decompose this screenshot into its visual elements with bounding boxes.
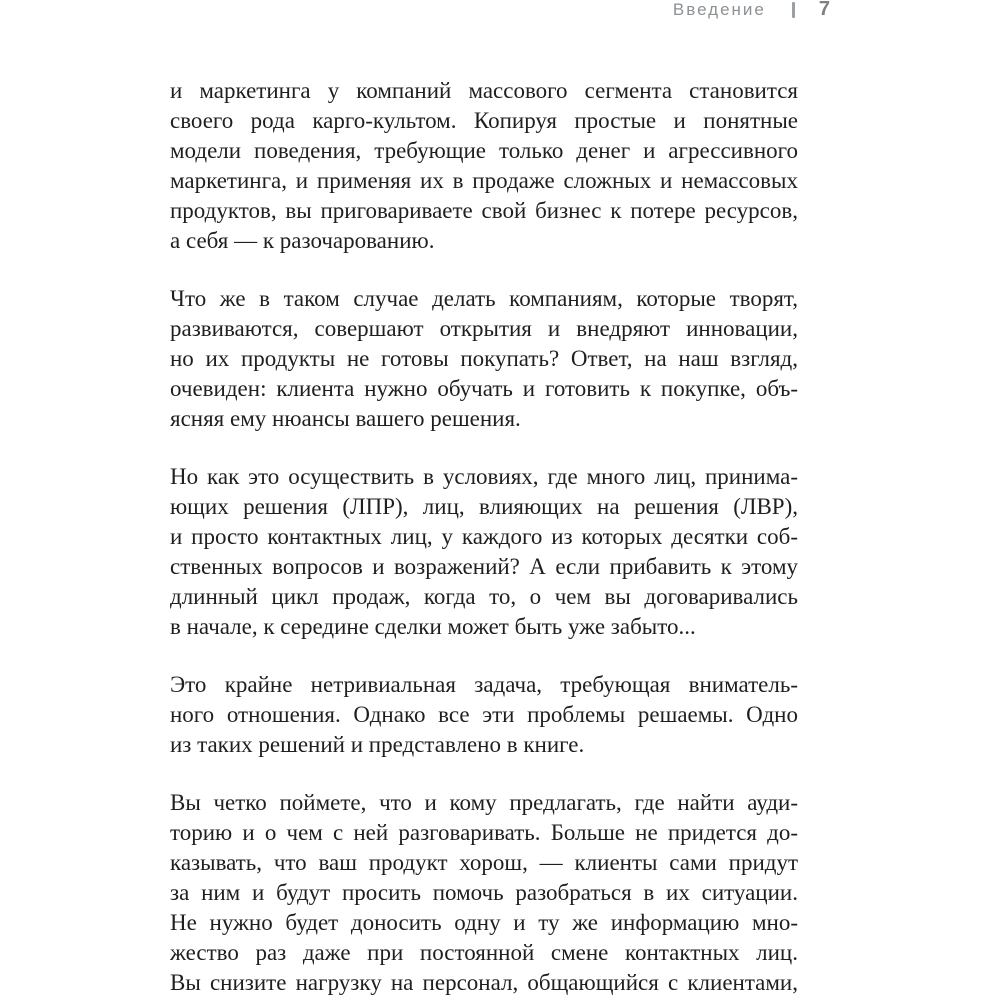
text-line: модели поведения, требующие только денег и агрессивного: [170, 138, 798, 163]
paragraph: [170, 670, 798, 760]
text-line: длинный цикл продаж, когда то, о чем вы договаривались: [170, 584, 798, 609]
header-separator: [792, 2, 795, 18]
chapter-title: Введение: [672, 0, 766, 19]
text-line: маркетинга, и применяя их в продаже сложных и немассовых: [170, 168, 798, 193]
text-line: Что же в таком случае делать компаниям, которые творят,: [170, 286, 798, 311]
text-line: развиваются, совершают открытия и внедряют инновации,: [170, 316, 798, 341]
text-line: и просто контактных лиц, у каждого из которых десятки соб-: [170, 524, 798, 549]
page-header: [673, 0, 830, 20]
text-line: своего рода карго-культом. Копируя простые и понятные: [170, 108, 798, 133]
text-line: Это крайне нетривиальная задача, требующая вниматель-: [170, 672, 798, 697]
text-line: ясняя ему нюансы вашего решения.: [170, 406, 521, 431]
text-line: а себя — к разочарованию.: [170, 228, 435, 253]
text-line: Не нужно будет доносить одну и ту же информацию мно-: [170, 910, 798, 935]
text-block: [170, 76, 798, 998]
text-line: в начале, к середине сделки может быть уже забыто...: [170, 614, 696, 639]
page-number: 7: [818, 0, 830, 20]
text-line: ного отношения. Однако все эти проблемы решаемы. Одно: [170, 702, 798, 727]
text-line: за ним и будут просить помочь разобраться в их ситуации.: [170, 880, 798, 905]
text-line: из таких решений и представлено в книге.: [170, 732, 585, 757]
text-line: Вы четко поймете, что и кому предлагать, где найти ауди-: [170, 790, 798, 815]
paragraph: [170, 462, 798, 642]
text-line: ющих решения (ЛПР), лиц, влияющих на решения (ЛВР),: [170, 494, 798, 519]
paragraph: [170, 788, 798, 998]
text-line: Вы снизите нагрузку на персонал, общающийся с клиентами,: [170, 970, 798, 995]
paragraph: [170, 284, 798, 434]
text-line: казывать, что ваш продукт хорош, — клиенты сами придут: [170, 850, 798, 875]
text-line: продуктов, вы приговариваете свой бизнес к потере ресурсов,: [170, 198, 798, 223]
text-line: жество раз даже при постоянной смене контактных лиц.: [170, 940, 798, 965]
text-line: очевиден: клиента нужно обучать и готовить к покупке, объ-: [170, 376, 798, 401]
text-line: торию и о чем с ней разговаривать. Больше не придется до-: [170, 820, 798, 845]
text-line: и маркетинга у компаний массового сегмента становится: [170, 78, 798, 103]
text-line: но их продукты не готовы покупать? Ответ, на наш взгляд,: [170, 346, 798, 371]
paragraph: [170, 76, 798, 256]
text-line: Но как это осуществить в условиях, где много лиц, принима-: [170, 464, 798, 489]
text-line: ственных вопросов и возражений? А если прибавить к этому: [170, 554, 798, 579]
